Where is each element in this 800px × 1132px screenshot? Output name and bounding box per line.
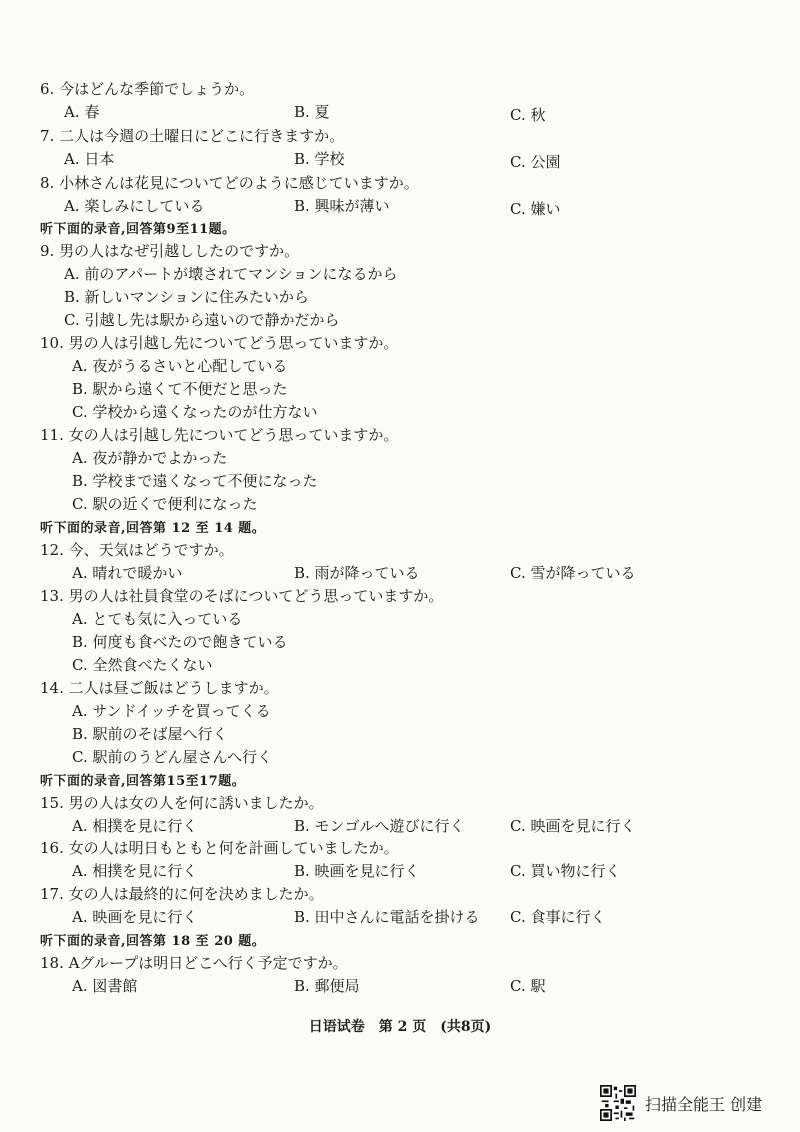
option-9c: C. 引越し先は駅から遠いので静かだから (64, 311, 340, 329)
question-6: 6. 今はどんな季節でしょうか。 (40, 80, 255, 98)
option-17a: A. 映画を見に行く (72, 908, 198, 926)
option-15a: A. 相撲を見に行く (72, 817, 198, 835)
option-16b: B. 映画を見に行く (294, 862, 420, 880)
option-10a: A. 夜がうるさいと心配している (72, 357, 288, 375)
option-13b: B. 何度も食べたので飽きている (72, 633, 288, 651)
question-17: 17. 女の人は最終的に何を決めましたか。 (40, 885, 324, 903)
option-7a: A. 日本 (64, 150, 115, 168)
option-8b: B. 興味が薄い (294, 197, 390, 215)
option-16c: C. 買い物に行く (510, 862, 621, 880)
option-12b: B. 雨が降っている (294, 564, 420, 582)
scanner-watermark: 扫描全能王 创建 (645, 1095, 763, 1114)
option-8a: A. 楽しみにしている (64, 197, 205, 215)
question-9: 9. 男の人はなぜ引越ししたのですか。 (40, 242, 300, 260)
question-12: 12. 今、天気はどうですか。 (40, 541, 234, 559)
question-11: 11. 女の人は引越し先についてどう思っていますか。 (40, 426, 399, 444)
option-18b: B. 郵便局 (294, 977, 360, 995)
page-footer: 日语试卷 第 2 页 (共8页) (308, 1019, 492, 1035)
option-15b: B. モンゴルへ遊びに行く (294, 817, 465, 835)
option-18a: A. 図書館 (72, 977, 138, 995)
option-14b: B. 駅前のそば屋へ行く (72, 725, 228, 743)
question-13: 13. 男の人は社員食堂のそばについてどう思っていますか。 (40, 587, 444, 605)
option-18c: C. 駅 (510, 977, 546, 995)
instruction-15-17: 听下面的录音,回答第15至17题。 (40, 774, 246, 789)
option-9a: A. 前のアパートが壊されてマンションになるから (64, 265, 398, 283)
option-7c: C. 公園 (510, 153, 561, 171)
option-13c: C. 全然食べたくない (72, 656, 213, 674)
option-15c: C. 映画を見に行く (510, 817, 636, 835)
option-14a: A. サンドイッチを買ってくる (72, 702, 271, 720)
question-8: 8. 小林さんは花見についてどのように感じていますか。 (40, 174, 419, 192)
option-10b: B. 駅から遠くて不便だと思った (72, 380, 288, 398)
option-6b: B. 夏 (294, 103, 330, 121)
question-16: 16. 女の人は明日もともと何を計画していましたか。 (40, 839, 399, 857)
option-17c: C. 食事に行く (510, 908, 606, 926)
question-18: 18. Aグループは明日どこへ行く予定ですか。 (40, 954, 348, 972)
option-8c: C. 嫌い (510, 200, 561, 218)
option-11b: B. 学校まで遠くなって不便になった (72, 472, 318, 490)
instruction-18-20: 听下面的录音,回答第 18 至 20 题。 (40, 934, 266, 949)
option-10c: C. 学校から遠くなったのが仕方ない (72, 403, 318, 421)
option-7b: B. 学校 (294, 150, 345, 168)
option-12c: C. 雪が降っている (510, 564, 636, 582)
instruction-12-14: 听下面的录音,回答第 12 至 14 题。 (40, 521, 266, 536)
option-13a: A. とても気に入っている (72, 610, 243, 628)
question-10: 10. 男の人は引越し先についてどう思っていますか。 (40, 334, 399, 352)
option-6a: A. 春 (64, 103, 100, 121)
qr-code-icon (600, 1085, 636, 1121)
question-15: 15. 男の人は女の人を何に誘いましたか。 (40, 794, 324, 812)
option-11c: C. 駅の近くで便利になった (72, 495, 258, 513)
option-17b: B. 田中さんに電話を掛ける (294, 908, 480, 926)
question-7: 7. 二人は今週の土曜日にどこに行きますか。 (40, 127, 345, 145)
option-16a: A. 相撲を見に行く (72, 862, 198, 880)
option-12a: A. 晴れで暖かい (72, 564, 183, 582)
option-11a: A. 夜が静かでよかった (72, 449, 228, 467)
option-6c: C. 秋 (510, 106, 546, 124)
option-9b: B. 新しいマンションに住みたいから (64, 288, 309, 306)
instruction-9-11: 听下面的录音,回答第9至11题。 (40, 222, 236, 237)
question-14: 14. 二人は昼ご飯はどうしますか。 (40, 679, 279, 697)
option-14c: C. 駅前のうどん屋さんへ行く (72, 748, 273, 766)
